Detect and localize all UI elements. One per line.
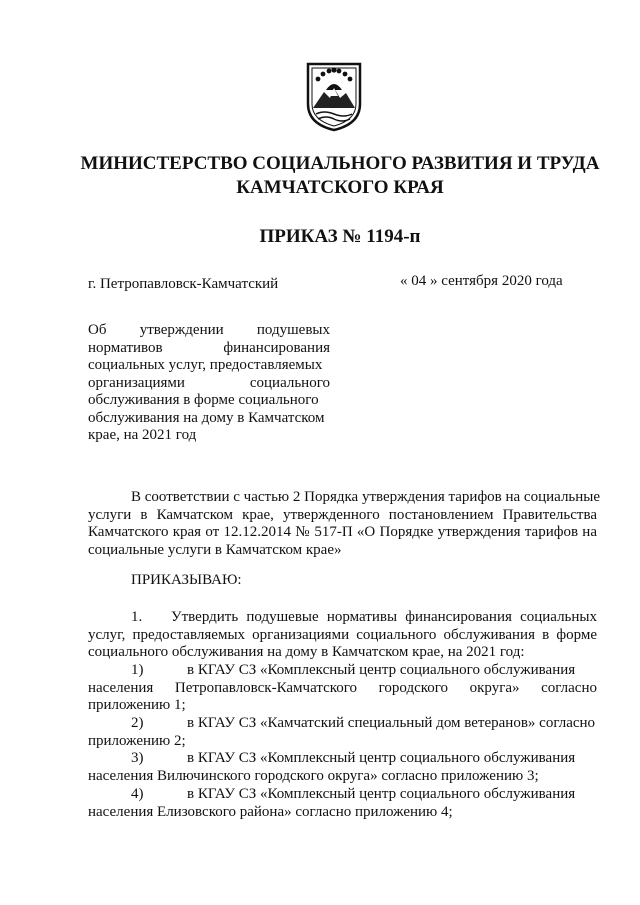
item-4-first-line <box>88 786 597 804</box>
item-line: населения Вилючинского городского округа» согласно приложению 3; <box>88 767 539 784</box>
subject-line: социальных услуг, предоставляемых <box>88 357 323 373</box>
ministry-line-1: МИНИСТЕРСТВО СОЦИАЛЬНОГО РАЗВИТИЯ И ТРУДА <box>80 153 600 174</box>
item-1 <box>88 662 597 715</box>
subject-line: организациями социального <box>88 374 330 391</box>
item-3-first-line <box>88 750 597 768</box>
item-line: в КГАУ СЗ «Комплексный центр социального обслуживания <box>187 750 576 766</box>
subject-line: обслуживания в форме социального <box>88 392 319 408</box>
ministry-heading <box>60 152 620 200</box>
item-4 <box>88 786 597 821</box>
preamble-paragraph <box>88 489 601 559</box>
clause-number: 1. <box>131 609 143 625</box>
item-line: населения Елизовского района» согласно приложению 4; <box>88 803 453 820</box>
item-number: 2) <box>131 715 144 731</box>
clause-1-line: услуг, предоставляемых организациями социального обслуживания в форме <box>88 626 597 643</box>
city: г. Петропавловск-Камчатский <box>88 276 279 292</box>
subject-line: Об утверждении подушевых <box>88 322 330 338</box>
item-line: в КГАУ СЗ «Камчатский специальный дом ветеранов» согласно <box>187 715 596 731</box>
coat-of-arms-emblem <box>304 60 364 132</box>
ministry-line-2: КАМЧАТСКОГО КРАЯ <box>236 177 444 198</box>
clause-1-line: Утвердить подушевые нормативы финансирования социальных <box>171 609 597 625</box>
subject-line: обслуживания на дому в Камчатском <box>88 409 325 426</box>
preamble-line: Камчатского края от 12.12.2014 № 517-П «О Порядке утверждения тарифов на <box>88 524 597 540</box>
subject-line: нормативов финансирования <box>88 339 330 356</box>
item-line: приложению 2; <box>88 732 186 749</box>
preamble-line: социальные услуги в Камчатском крае» <box>88 541 342 558</box>
order-word: ПРИКАЗЫВАЮ: <box>131 572 242 588</box>
item-number: 1) <box>131 662 144 678</box>
item-line: населения Петропавловск-Камчатского городского округа» согласно <box>88 679 597 696</box>
item-1-first-line <box>88 662 597 680</box>
order-title: ПРИКАЗ № 1194-п <box>259 226 421 247</box>
preamble-line: услуги в Камчатском крае, утвержденного постановлением Правительства <box>88 506 597 523</box>
subject-line: крае, на 2021 год <box>88 427 197 443</box>
item-2-first-line <box>88 715 597 733</box>
item-line: в КГАУ СЗ «Комплексный центр социального обслуживания <box>187 662 576 678</box>
item-number: 3) <box>131 750 144 766</box>
item-line: приложению 1; <box>88 697 186 713</box>
item-number: 4) <box>131 786 144 802</box>
clause-1-line: социального обслуживания на дому в Камчатском крае, на 2021 год: <box>88 644 525 660</box>
order-subject <box>88 322 330 445</box>
item-2 <box>88 715 597 750</box>
item-3 <box>88 750 597 785</box>
preamble-line: В соответствии с частью 2 Порядка утверждения тарифов на социальные <box>131 489 601 505</box>
item-line: в КГАУ СЗ «Комплексный центр социального обслуживания <box>187 786 576 802</box>
order-date: « 04 » сентября 2020 года <box>400 273 563 289</box>
clause-1 <box>88 609 597 662</box>
clause-1-first-line <box>88 609 597 627</box>
